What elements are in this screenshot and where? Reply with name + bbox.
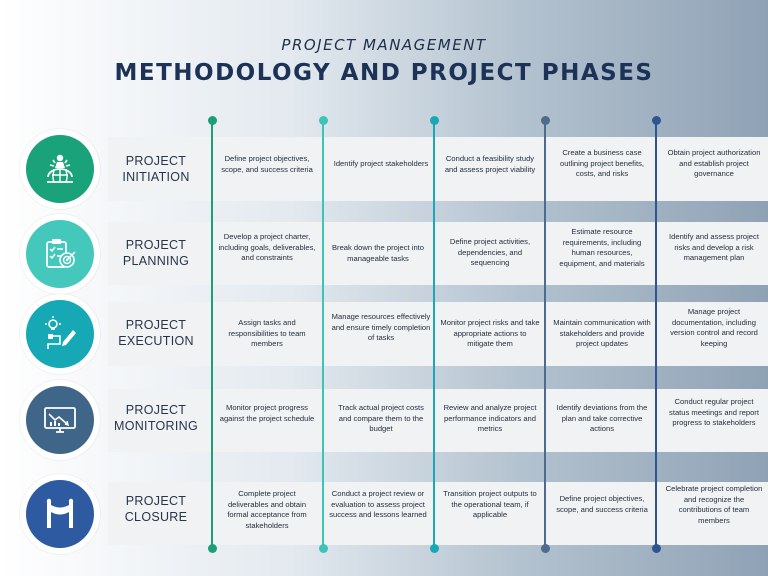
column-bottom-dot-3 bbox=[430, 544, 439, 553]
cell-monitoring-5: Conduct regular project status meetings and report progress to stakeholders bbox=[669, 397, 759, 428]
cell-closure-3: Transition project outputs to the operational team, if applicable bbox=[443, 489, 537, 520]
phase-label-line2: MONITORING bbox=[113, 419, 199, 433]
column-line-5 bbox=[655, 121, 657, 549]
phase-label-line1: PROJECT bbox=[125, 403, 187, 417]
planning-icon-background bbox=[26, 220, 94, 288]
phase-label-line1: PROJECT bbox=[125, 154, 187, 168]
cell-execution-2: Manage resources effectively and ensure timely completion of tasks bbox=[331, 312, 431, 343]
cell-planning-1: Develop a project charter, including goals, deliverables, and constraints bbox=[218, 232, 316, 263]
execution-icon-badge bbox=[20, 294, 100, 374]
column-top-dot-5 bbox=[652, 116, 661, 125]
planning-icon-badge bbox=[20, 214, 100, 294]
monitoring-icon-background bbox=[26, 386, 94, 454]
initiation-icon-background bbox=[26, 135, 94, 203]
monitoring-icon-badge bbox=[20, 380, 100, 460]
phase-label-line1: PROJECT bbox=[125, 318, 187, 332]
phase-label-line1: PROJECT bbox=[125, 494, 187, 508]
column-bottom-dot-1 bbox=[208, 544, 217, 553]
column-bottom-dot-4 bbox=[541, 544, 550, 553]
column-line-1 bbox=[211, 121, 213, 549]
execution-icon-background bbox=[26, 300, 94, 368]
phase-label-initiation bbox=[108, 153, 204, 185]
idea-path-pencil-icon bbox=[42, 316, 78, 352]
phase-label-execution bbox=[108, 317, 204, 349]
cell-execution-4: Maintain communication with stakeholders and provide project updates bbox=[553, 318, 651, 349]
initiation-icon-badge bbox=[20, 129, 100, 209]
column-top-dot-1 bbox=[208, 116, 217, 125]
cell-execution-3: Monitor project risks and take appropriate actions to mitigate them bbox=[440, 318, 540, 349]
cell-initiation-3: Conduct a feasibility study and assess project viability bbox=[444, 154, 536, 174]
cell-execution-5: Manage project documentation, including version control and record keeping bbox=[670, 307, 758, 348]
cell-initiation-4: Create a business case outlining project benefits, costs, and risks bbox=[559, 148, 644, 179]
cell-initiation-1: Define project objectives, scope, and success criteria bbox=[221, 154, 313, 174]
finish-line-icon bbox=[42, 496, 78, 532]
cell-closure-4: Define project objectives, scope, and success criteria bbox=[556, 494, 648, 514]
cell-closure-5: Celebrate project completion and recognize the contributions of team members bbox=[665, 484, 763, 525]
closure-icon-badge bbox=[20, 474, 100, 554]
phase-label-line2: INITIATION bbox=[122, 170, 190, 184]
cell-initiation-2: Identify project stakeholders bbox=[333, 159, 429, 168]
cell-monitoring-1: Monitor project progress against the project schedule bbox=[219, 403, 315, 423]
cell-closure-2: Conduct a project review or evaluation to assess project success and lessons learned bbox=[329, 489, 427, 520]
phase-label-planning bbox=[108, 237, 204, 269]
phase-label-monitoring bbox=[108, 402, 204, 434]
phase-label-closure bbox=[108, 493, 204, 525]
phase-label-line2: CLOSURE bbox=[124, 510, 188, 524]
column-bottom-dot-2 bbox=[319, 544, 328, 553]
phase-label-line2: PLANNING bbox=[122, 254, 190, 268]
column-top-dot-2 bbox=[319, 116, 328, 125]
closure-icon-background bbox=[26, 480, 94, 548]
page-subtitle: PROJECT MANAGEMENT bbox=[281, 36, 487, 54]
cell-closure-1: Complete project deliverables and obtain formal acceptance from stakeholders bbox=[227, 489, 307, 530]
cell-monitoring-3: Review and analyze project performance indicators and metrics bbox=[443, 403, 537, 434]
phase-label-line1: PROJECT bbox=[125, 238, 187, 252]
monitor-chart-icon bbox=[42, 402, 78, 438]
column-top-dot-4 bbox=[541, 116, 550, 125]
cell-planning-4: Estimate resource requirements, including human resources, equipment, and materials bbox=[559, 227, 645, 268]
cell-planning-2: Break down the project into manageable tasks bbox=[331, 243, 425, 263]
leader-globe-icon bbox=[42, 151, 78, 187]
column-line-2 bbox=[322, 121, 324, 549]
cell-initiation-5: Obtain project authorization and establish project governance bbox=[667, 148, 761, 179]
cell-planning-5: Identify and assess project risks and develop a risk management plan bbox=[669, 232, 759, 263]
phase-label-line2: EXECUTION bbox=[118, 334, 194, 348]
cell-planning-3: Define project activities, dependencies, and sequencing bbox=[449, 237, 531, 268]
column-line-4 bbox=[544, 121, 546, 549]
cell-monitoring-4: Identify deviations from the plan and take corrective actions bbox=[556, 403, 648, 434]
page-title: METHODOLOGY AND PROJECT PHASES bbox=[114, 60, 654, 86]
column-bottom-dot-5 bbox=[652, 544, 661, 553]
cell-execution-1: Assign tasks and responsibilities to team members bbox=[228, 318, 306, 349]
column-line-3 bbox=[433, 121, 435, 549]
clipboard-target-icon bbox=[42, 236, 78, 272]
column-top-dot-3 bbox=[430, 116, 439, 125]
cell-monitoring-2: Track actual project costs and compare them to the budget bbox=[338, 403, 424, 434]
